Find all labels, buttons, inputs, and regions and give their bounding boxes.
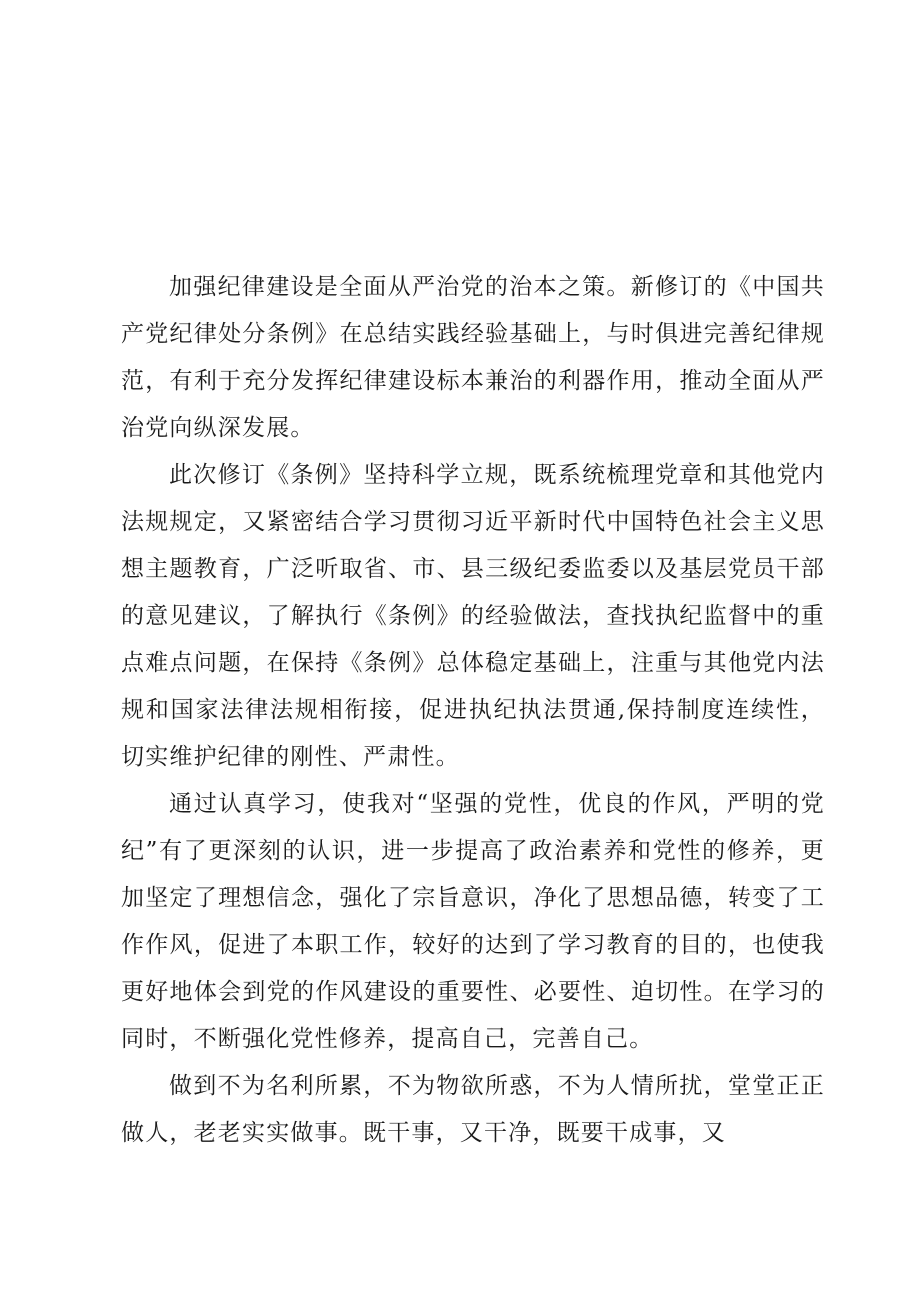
paragraph-regulation-revision: 此次修订《条例》坚持科学立规，既系统梳理党章和其他党内法规规定，又紧密结合学习贯彻习近平新时代中国特色社会主义思想主题教育，广泛听取省、市、县三级纪委监委以及基层党员干部的意见建议，了解执行《条例》的经验做法，查找执纪监督中的重点难点问题，在保持《条例》总体稳定基础上，注重与其他党内法规和国家法律法规相衔接，促进执纪执法贯通,保持制度连续性，切实维护纪律的刚性、严肃性。 <box>121 462 825 770</box>
paragraph-discipline-building: 加强纪律建设是全面从严治党的治本之策。新修订的《中国共产党纪律处分条例》在总结实践经验基础上，与时俱进完善纪律规范，有利于充分发挥纪律建设标本兼治的利器作用，推动全面从严治党向纵深发展。 <box>121 274 825 441</box>
paragraph-study-reflection: 通过认真学习，使我对“坚强的党性，优良的作风，严明的党纪”有了更深刻的认识，进一步提高了政治素养和党性的修养，更加坚定了理想信念，强化了宗旨意识，净化了思想品德，转变了工作作风，促进了本职工作，较好的达到了学习教育的目的，也使我更好地体会到党的作风建设的重要性、必要性、迫切性。在学习的同时，不断强化党性修养，提高自己，完善自己。 <box>121 791 825 1052</box>
paragraph-conduct-commitment: 做到不为名利所累，不为物欲所惑，不为人情所扰，堂堂正正做人，老老实实做事。既干事，又干净，既要干成事，又 <box>121 1073 825 1146</box>
document-body <box>121 264 825 1157</box>
